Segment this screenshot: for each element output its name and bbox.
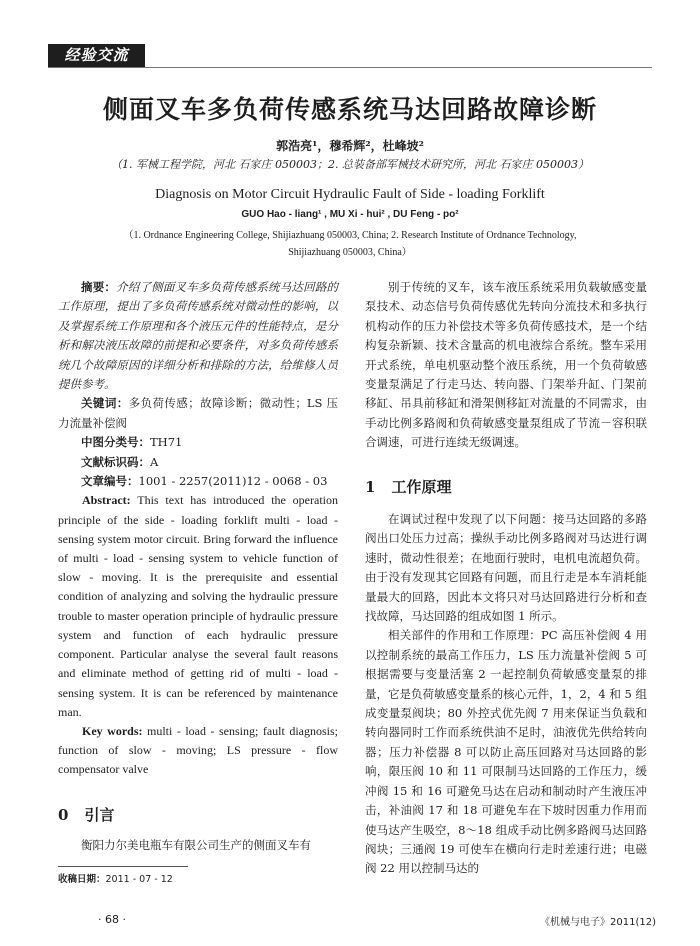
doc-code-value: A (150, 454, 159, 469)
affiliation-en-line1: （1. Ordnance Engineering College, Shijiazhuang 050003, China; 2. Research Institute of Ordnance Technology, (123, 230, 577, 241)
paper-title-cn: 侧面叉车多负荷传感系统马达回路故障诊断 (102, 95, 597, 124)
section-1-heading (365, 476, 451, 497)
doc-code (58, 453, 338, 472)
authors-en: GUO Hao - liang¹ , MU Xi - hui² , DU Feng - po² (241, 209, 459, 220)
right-para-1: 别于传统的叉车，该车液压系统采用负载敏感变量泵技术、动态信号负荷传感优先转向分流技术和多执行机构动作的压力补偿技术等多负荷传感技术，是一个结构复杂新颖、技术含量高的机电液综合系统。整车采用开式系统，单电机驱动整个液压系统，用一个负荷敏感变量泵满足了行走马达、转向器、门架举升缸、门架前移缸、吊具前移缸和滑架侧移缸对流量的不同需求，由手动比例多路阀和负荷敏感变量泵组成了节流－容积联合调速，可进行连续无级调速。 (365, 280, 647, 450)
abstract-cn-label: 摘要： (81, 280, 117, 294)
article-no-value: 1001 - 2257(2011)12 - 0068 - 03 (138, 474, 328, 489)
abstract-en (58, 491, 338, 721)
authors-cn: 郭浩亮¹，穆希辉²，杜峰坡² (276, 139, 424, 153)
right-para-2: 在调试过程中发现了以下问题：接马达回路的多路阀出口处压力过高；操纵手动比例多路阀对马达进行调速时，微动性很差；在地面行驶时，电机电流超负荷。由于没有发现其它回路有问题，而且行走是本车消耗能量最大的回路，因此本文将只对马达回路进行分析和查找故障，马达回路的组成如图 1 所示。 (365, 512, 647, 624)
abstract-cn (58, 278, 338, 394)
section-banner: 经验交流 (48, 44, 145, 67)
clc-label: 中图分类号： (81, 435, 150, 450)
clc-value: TH71 (150, 435, 183, 450)
received-label: 收稿日期： (58, 874, 106, 885)
section-1-title: 工作原理 (391, 478, 452, 496)
section-0-number: 0 (58, 806, 69, 824)
abstract-en-text: This text has introduced the operation principle of the side - loading forklift multi - load - sensing system motor circuit. Bring forward the influence of multi - load - sensing system to vehicle function of slow - moving. It is the prerequisite and essential condition of analyzing and solving the hydraulic pressure trouble to master operation principle of hydraulic pressure system and function of each hydraulic pressure component. Particular analyse the several fault reasons and eliminate method of getting rid of multi - load - sensing system. It is can be referenced by maintenance man. (58, 493, 338, 719)
keywords-en (58, 722, 338, 780)
section-0-heading (58, 804, 114, 825)
intro-text: 衡阳力尔美电瓶车有限公司生产的侧面叉车有 (81, 838, 311, 852)
received-value: 2011 - 07 - 12 (105, 874, 173, 885)
keywords-en-text: multi - load - sensing; fault diagnosis; function of slow - moving; LS pressure - flow compensator valve (58, 723, 339, 777)
affiliation-cn: （1. 军械工程学院，河北 石家庄 050003；2. 总装备部军械技术研究所，河北 石家庄 050003） (111, 158, 589, 171)
affiliation-en-line2: Shijiazhuang 050003, China） (288, 247, 412, 258)
clc (58, 433, 338, 452)
header-rule (48, 67, 652, 68)
affiliation-en (0, 227, 700, 261)
doc-code-label: 文献标识码： (81, 454, 150, 469)
abstract-en-label: Abstract: (82, 493, 131, 508)
paper-title-en: Diagnosis on Motor Circuit Hydraulic Fault of Side - loading Forklift (155, 187, 545, 202)
section-0-title: 引言 (84, 806, 115, 824)
keywords-cn (58, 394, 338, 433)
keywords-cn-label: 关键词： (81, 396, 129, 411)
left-column (58, 278, 338, 780)
journal-info: 《机械与电子》2011(12) (540, 917, 656, 928)
abstract-cn-text: 介绍了侧面叉车多负荷传感系统马达回路的工作原理，提出了多负荷传感系统对微动性的影响，以及掌握系统工作原理和各个液压元件的性能特点，是分析和解决液压故障的前提和必要条件，对多负荷传感系统几个故障原因的详细分析和排除的方法，给维修人员提供参考。 (58, 280, 339, 392)
right-para-3: 相关部件的作用和工作原理：PC 高压补偿阀 4 用以控制系统的最高工作压力，LS 压力流量补偿阀 5 可根据需要与变量活塞 2 一起控制负荷敏感变量泵的排量，它是负荷敏感变量系的核心元件，1，2，4 和 5 组成变量泵阀块；80 外控式优先阀 7 用来保证当负载和转向器同时工作而系统供油不足时，油液优先供给转向器；压力补偿器 8 可以防止高压回路对马达回路的影响，限压阀 10 和 11 可限制马达回路的工作压力，缓冲阀 15 和 16 可避免马达在启动和制动时产生液压冲击，补油阀 17 和 18 可避免车在下坡时因重力作用而使马达产生吸空，8～18 组成手动比例多路阀马达回路阀块；三通阀 19 可使车在横向行走时差速行进；电磁阀 22 用以控制马达的 (365, 628, 647, 876)
article-no (58, 472, 338, 491)
right-column-body (365, 510, 647, 879)
keywords-cn-text: 多负荷传感；故障诊断；微动性；LS 压力流量补偿阀 (58, 396, 339, 430)
received-date (58, 871, 173, 885)
section-1-number: 1 (365, 478, 376, 496)
article-no-label: 文章编号： (81, 474, 139, 489)
keywords-en-label: Key words: (82, 723, 143, 738)
page-number: · 68 · (98, 913, 126, 926)
footnote-rule (58, 866, 188, 867)
